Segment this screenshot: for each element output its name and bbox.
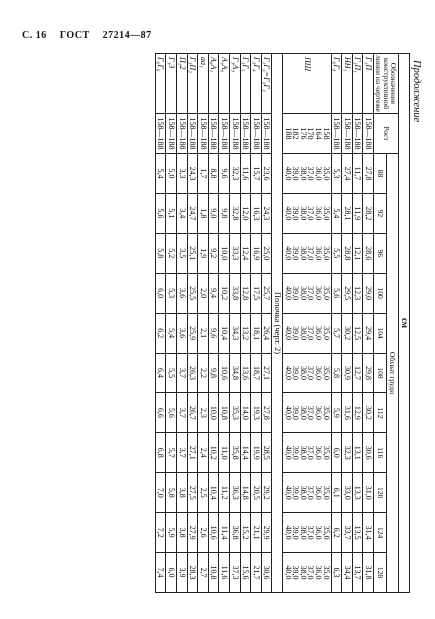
measurement-value: 2,3 — [198, 393, 209, 433]
col-header-height: Рост — [373, 114, 399, 154]
measurement-value: 33,7 — [342, 513, 353, 553]
measurement-value: 28,5 — [261, 433, 272, 473]
col-header-size: 116 — [373, 433, 386, 473]
measurement-value: 9,4 — [208, 273, 219, 313]
header-row-1 — [386, 54, 399, 593]
measurement-value: 5,5 — [331, 233, 342, 273]
measurement-value: 13,1 — [352, 433, 363, 473]
table-row — [208, 54, 219, 593]
measurement-value: 34,8 — [230, 353, 241, 393]
measurement-value: 31,8 — [363, 553, 374, 593]
measurement-value: 31,6 — [342, 393, 353, 433]
measurement-value: 26,4 — [261, 313, 272, 353]
line-designation: Г₃А₃ — [230, 54, 241, 114]
table-row — [155, 54, 166, 593]
measurement-value: 2,1 — [198, 313, 209, 353]
measurement-value: 13,6 — [240, 353, 251, 393]
measurement-value: 25,7 — [261, 273, 272, 313]
measurement-value: 27,8 — [363, 154, 374, 194]
measurement-value: 17,5 — [251, 273, 262, 313]
measurement-value: 7,2 — [155, 513, 166, 553]
height-range: 158 164 170 176 182 188 — [282, 114, 331, 154]
measurement-value: 11,7 — [352, 154, 363, 194]
height-range: 158—188 — [155, 114, 166, 154]
measurement-value: 15,6 — [240, 553, 251, 593]
measurement-value: 12,1 — [352, 233, 363, 273]
group-header-chest: Обхват груди — [386, 154, 399, 593]
height-range: 158—188 — [331, 114, 342, 154]
line-designation: А₆А₇ — [208, 54, 219, 114]
line-designation: Г₆Г₆ — [155, 54, 166, 114]
measurement-value: 13,7 — [352, 553, 363, 593]
height-range: 158—188 — [208, 114, 219, 154]
measurement-value: 1,9 — [198, 233, 209, 273]
measurement-value: 13,5 — [352, 513, 363, 553]
measurement-value: 5,5 — [166, 353, 177, 393]
measurement-value: 5,7 — [166, 433, 177, 473]
measurement-value: 11,6 — [240, 154, 251, 194]
height-range: 158—188 — [219, 114, 230, 154]
measurement-value: 11,2 — [219, 473, 230, 513]
measurement-value: 25,5 — [187, 273, 198, 313]
measurement-value: 3,3 — [177, 154, 188, 194]
measurement-value: 25,9 — [187, 313, 198, 353]
section-title-row — [272, 54, 283, 593]
measurement-value: 35,0 36,0 37,0 38,0 39,0 40,0 — [282, 233, 331, 273]
measurement-value: 2,4 — [198, 433, 209, 473]
measurement-value: 11,0 — [219, 433, 230, 473]
col-header-size: 88 — [373, 154, 386, 194]
measurement-value: 10,4 — [219, 313, 230, 353]
col-header-size: 104 — [373, 313, 386, 353]
line-designation: П₂2 — [177, 54, 188, 114]
measurement-value: 30,2 — [363, 393, 374, 433]
measurement-value: 18,7 — [251, 353, 262, 393]
measurement-value: 1,7 — [198, 154, 209, 194]
measurement-value: 21,1 — [251, 513, 262, 553]
table-row — [363, 54, 374, 593]
line-designation: ПШ — [282, 54, 331, 114]
measurement-value: 30,6 — [261, 553, 272, 593]
measurement-value: 3,8 — [177, 513, 188, 553]
measurement-value: 5,6 — [155, 193, 166, 233]
measurement-value: 35,8 — [230, 433, 241, 473]
measurement-value: 12,3 — [352, 273, 363, 313]
measurement-value: 3,8 — [177, 473, 188, 513]
measurement-value: 10,2 — [219, 273, 230, 313]
col-header-size: 96 — [373, 233, 386, 273]
measurement-value: 27,8 — [261, 393, 272, 433]
measurement-value: 35,0 36,0 37,0 38,0 39,0 40,0 — [282, 193, 331, 233]
continuation-label: Продолжение — [411, 60, 422, 123]
measurement-value: 26,3 — [187, 353, 198, 393]
measurement-value: 37,3 — [230, 553, 241, 593]
table-row — [198, 54, 209, 593]
measurement-value: 32,3 — [342, 433, 353, 473]
col-header-size: 108 — [373, 353, 386, 393]
standard-label: ГОСТ — [59, 30, 90, 41]
measurement-value: 3,9 — [177, 553, 188, 593]
measurement-value: 5,8 — [331, 353, 342, 393]
table-row — [177, 54, 188, 593]
measurement-value: 35,0 36,0 37,0 38,0 39,0 40,0 — [282, 154, 331, 194]
table-row — [342, 54, 353, 593]
measurement-value: 32,8 — [230, 193, 241, 233]
measurement-value: 28,3 — [187, 553, 198, 593]
measurement-value: 9,6 — [219, 154, 230, 194]
measurement-value: 27,9 — [187, 513, 198, 553]
col-header-designation: Обозначение конструктивной линии на чертеже — [374, 55, 399, 112]
table-row — [240, 54, 251, 593]
measurement-value: 5,8 — [155, 233, 166, 273]
measurement-value: 35,0 36,0 37,0 38,0 39,0 40,0 — [282, 353, 331, 393]
height-range: 158—188 — [240, 114, 251, 154]
measurement-value: 6,0 — [166, 553, 177, 593]
page-header — [22, 30, 162, 41]
table-row — [187, 54, 198, 593]
measurement-value: 3,6 — [177, 273, 188, 313]
line-designation: Г₁П — [363, 54, 374, 114]
table-row — [331, 54, 342, 593]
measurement-value: 9,6 — [208, 313, 219, 353]
measurement-value: 14,8 — [240, 473, 251, 513]
measurement-value: 34,4 — [342, 553, 353, 593]
measurement-value: 16,3 — [251, 193, 262, 233]
measurement-value: 11,6 — [219, 553, 230, 593]
measurement-value: 9,2 — [208, 233, 219, 273]
measurement-value: 24,7 — [187, 193, 198, 233]
measurement-value: 5,3 — [166, 273, 177, 313]
measurement-value: 5,4 — [155, 154, 166, 194]
measurement-value: 3,4 — [177, 193, 188, 233]
measurement-value: 3,5 — [177, 233, 188, 273]
table-row — [352, 54, 363, 593]
measurement-value: 5,8 — [166, 473, 177, 513]
measurement-value: 6,8 — [155, 433, 166, 473]
measurement-value: 10,6 — [219, 353, 230, 393]
measurement-value: 27,1 — [261, 353, 272, 393]
measurement-value: 29,0 — [363, 273, 374, 313]
measurement-value: 7,0 — [155, 473, 166, 513]
col-header-size: 128 — [373, 553, 386, 593]
measurement-value: 29,9 — [261, 513, 272, 553]
measurement-value: 30,9 — [342, 353, 353, 393]
measurement-value: 5,2 — [166, 233, 177, 273]
table-row — [230, 54, 241, 593]
measurement-value: 10,0 — [208, 393, 219, 433]
measurement-value: 18,1 — [251, 313, 262, 353]
measurement-value: 23,6 — [261, 154, 272, 194]
measurement-value: 8,8 — [208, 154, 219, 194]
measurement-value: 1,8 — [198, 193, 209, 233]
measurement-value: 27,1 — [187, 433, 198, 473]
measurement-value: 35,0 36,0 37,0 38,0 39,0 40,0 — [282, 433, 331, 473]
measurement-value: 33,0 — [342, 473, 353, 513]
measurement-value: 9,0 — [208, 193, 219, 233]
measurement-value: 7,4 — [155, 553, 166, 593]
measurement-value: 15,2 — [240, 513, 251, 553]
line-designation: Г₁П₁ — [352, 54, 363, 114]
measurement-value: 33,3 — [230, 233, 241, 273]
measurement-value: 5,9 — [331, 393, 342, 433]
measurement-value: 25,1 — [187, 233, 198, 273]
table-row — [219, 54, 230, 593]
height-range: 158—188 — [251, 114, 262, 154]
measurement-value: 28,6 — [363, 233, 374, 273]
unit-label: см — [399, 54, 410, 593]
height-range: 158—188 — [198, 114, 209, 154]
measurement-value: 31,4 — [363, 513, 374, 553]
measurement-value: 5,3 — [331, 154, 342, 194]
measurement-value: 28,1 — [342, 193, 353, 233]
table-row — [261, 54, 272, 593]
col-header-size: 120 — [373, 473, 386, 513]
measurement-value: 35,0 36,0 37,0 38,0 39,0 40,0 — [282, 513, 331, 553]
measurement-value: 13,3 — [352, 473, 363, 513]
measurement-value: 30,2 — [342, 313, 353, 353]
height-range: 158—188 — [261, 114, 272, 154]
measurement-value: 25,0 — [261, 233, 272, 273]
measurement-value: 11,4 — [219, 513, 230, 553]
measurement-value: 26,7 — [187, 393, 198, 433]
measurement-value: 2,5 — [198, 473, 209, 513]
measurement-value: 10,8 — [219, 393, 230, 433]
measurement-value: 32,3 — [230, 154, 241, 194]
col-header-size: 124 — [373, 513, 386, 553]
measurement-value: 6,0 — [155, 273, 166, 313]
measurement-value: 5,6 — [166, 393, 177, 433]
measurement-value: 6,2 — [155, 313, 166, 353]
measurement-value: 2,0 — [198, 273, 209, 313]
measurement-value: 24,3 — [187, 154, 198, 194]
measurement-value: 12,5 — [352, 313, 363, 353]
measurement-value: 29,4 — [363, 313, 374, 353]
line-designation: Г₆Г₈ — [331, 54, 342, 114]
measurement-value: 36,8 — [230, 513, 241, 553]
table-row — [166, 54, 177, 593]
height-range: 158—188 — [187, 114, 198, 154]
measurement-value: 24,3 — [261, 193, 272, 233]
measurement-value: 6,1 — [331, 473, 342, 513]
measurement-value: 31,0 — [363, 473, 374, 513]
measurement-value: 19,3 — [251, 393, 262, 433]
measurement-value: 5,7 — [331, 313, 342, 353]
measurement-value: 33,8 — [230, 273, 241, 313]
measurements-table — [155, 53, 410, 593]
measurement-value: 35,0 36,0 37,0 38,0 39,0 40,0 — [282, 313, 331, 353]
unit-row — [399, 54, 410, 593]
measurement-value: 28,2 — [363, 193, 374, 233]
measurement-value: 29,8 — [363, 353, 374, 393]
measurement-value: 14,4 — [240, 433, 251, 473]
rotated-table-container — [55, 53, 410, 593]
measurement-value: 10,0 — [219, 233, 230, 273]
measurement-value: 5,0 — [166, 154, 177, 194]
col-header-size: 92 — [373, 193, 386, 233]
measurement-value: 27,4 — [342, 154, 353, 194]
measurement-value: 14,0 — [240, 393, 251, 433]
measurement-value: 12,8 — [240, 273, 251, 313]
measurement-value: 10,6 — [208, 513, 219, 553]
table-row — [282, 54, 331, 593]
line-designation: А₃А₆ — [219, 54, 230, 114]
height-range: 158—188 — [342, 114, 353, 154]
measurement-value: 35,0 36,0 37,0 38,0 39,0 40,0 — [282, 553, 331, 593]
measurement-value: 15,7 — [251, 154, 262, 194]
measurement-value: 3,6 — [177, 313, 188, 353]
measurement-value: 30,6 — [363, 433, 374, 473]
measurement-value: 5,4 — [166, 313, 177, 353]
measurement-value: 34,3 — [230, 313, 241, 353]
measurement-value: 2,6 — [198, 513, 209, 553]
measurement-value: 12,7 — [352, 353, 363, 393]
col-header-size: 100 — [373, 273, 386, 313]
height-range: 158—188 — [352, 114, 363, 154]
measurement-value: 3,7 — [177, 433, 188, 473]
height-range: 158—188 — [230, 114, 241, 154]
measurement-value: 3,7 — [177, 353, 188, 393]
measurement-value: 29,2 — [261, 473, 272, 513]
measurement-value: 6,0 — [331, 433, 342, 473]
measurement-value: 10,2 — [208, 433, 219, 473]
measurement-value: 20,5 — [251, 473, 262, 513]
measurement-value: 12,0 — [240, 193, 251, 233]
col-header-size: 112 — [373, 393, 386, 433]
height-range: 158—188 — [166, 114, 177, 154]
measurement-value: 19,9 — [251, 433, 262, 473]
measurement-value: 6,6 — [155, 393, 166, 433]
measurement-value: 13,2 — [240, 313, 251, 353]
height-range: 158—188 — [363, 114, 374, 154]
measurement-value: 6,4 — [155, 353, 166, 393]
measurement-value: 10,4 — [208, 473, 219, 513]
height-range: 158—188 — [177, 114, 188, 154]
line-designation: Г₃Г₄ — [251, 54, 262, 114]
line-designation: НН₁ — [342, 54, 353, 114]
section-title: Полочка (черт. 2) — [272, 54, 283, 593]
measurement-value: 21,7 — [251, 553, 262, 593]
measurement-value: 27,5 — [187, 473, 198, 513]
measurement-value: 2,7 — [198, 553, 209, 593]
measurement-value: 35,0 36,0 37,0 38,0 39,0 40,0 — [282, 473, 331, 513]
measurement-value: 2,2 — [198, 353, 209, 393]
measurement-value: 16,9 — [251, 233, 262, 273]
measurement-value: 5,4 — [331, 193, 342, 233]
line-designation: Г₃3 — [166, 54, 177, 114]
line-designation: Г₃П₂ — [187, 54, 198, 114]
line-designation: Г₃Г₅ — [240, 54, 251, 114]
measurement-value: 11,9 — [352, 193, 363, 233]
measurement-value: 10,8 — [208, 553, 219, 593]
measurement-value: 12,4 — [240, 233, 251, 273]
measurement-value: 9,8 — [219, 193, 230, 233]
measurement-value: 6,2 — [331, 513, 342, 553]
measurement-value: 12,9 — [352, 393, 363, 433]
line-designation: Г₁Г₃=Г₃Г₃ — [261, 54, 272, 114]
measurement-value: 28,8 — [342, 233, 353, 273]
measurement-value: 29,5 — [342, 273, 353, 313]
measurement-value: 35,0 36,0 37,0 38,0 39,0 40,0 — [282, 393, 331, 433]
standard-number: 27214—87 — [102, 30, 152, 41]
measurement-value: 35,0 36,0 37,0 38,0 39,0 40,0 — [282, 273, 331, 313]
page-number: С. 16 — [22, 30, 47, 41]
measurement-value: 9,8 — [208, 353, 219, 393]
line-designation: аа₁ — [198, 54, 209, 114]
measurement-value: 5,6 — [331, 273, 342, 313]
measurement-value: 5,9 — [166, 513, 177, 553]
measurement-value: 5,1 — [166, 193, 177, 233]
measurement-value: 6,3 — [331, 553, 342, 593]
table-row — [251, 54, 262, 593]
measurement-value: 35,3 — [230, 393, 241, 433]
measurement-value: 36,3 — [230, 473, 241, 513]
measurement-value: 3,7 — [177, 393, 188, 433]
